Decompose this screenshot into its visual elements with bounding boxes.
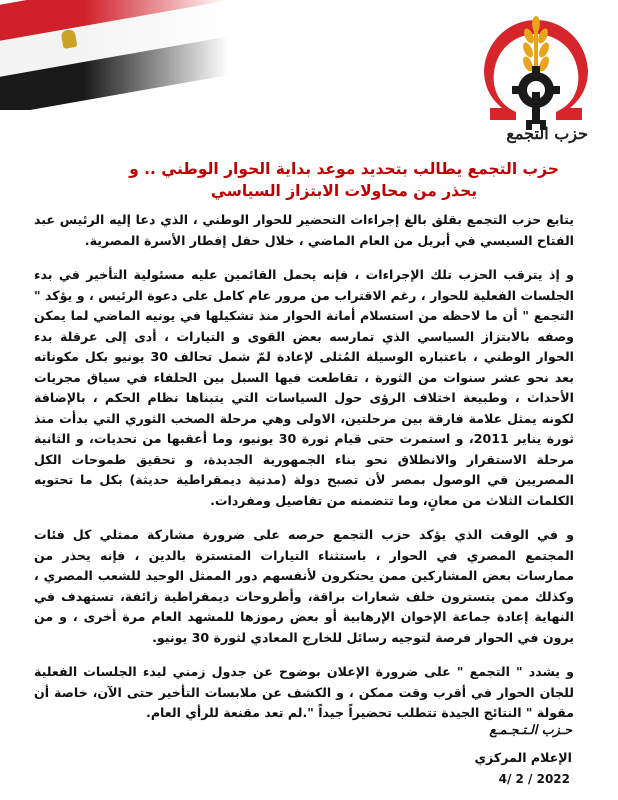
egypt-flag-icon xyxy=(0,0,240,110)
signature: حـزب الـتـجـمـع xyxy=(489,722,572,737)
statement-body xyxy=(34,210,574,738)
paragraph: و يشدد " التجمع " على ضرورة الإعلان بوضوح عن جدول زمني لبدء الجلسات الفعلية للجان الحوار في أقرب وقت ممكن ، و الكشف عن ملابسات التأخير حتى الآن، خاصة أن مقولة " النتائج الجيدة تتطلب تحضيراً جيداً ".لم تعد مقنعة للرأي العام. xyxy=(34,664,574,720)
paragraph: و في الوقت الذي يؤكد حزب التجمع حرصه على ضرورة مشاركة ممثلي كل فئات المجتمع المصري في الحوار ، باستثناء التيارات المتسترة بالدين ، فإنه يحذر من ممارسات بعض المشاركين ممن يحتكرون لأنفسهم دور الممثل الوحيد للشعب المصري ، وكذلك ممن يتسترون خلف شعارات براقة، وأطروحات ديمقراطية زائفة، تستهدف في النهاية إعادة جماعة الإخوان الإرهابية أو بعض رموزها للمشهد العام مرة أخرى ، و من يرون في الحوار فرصة لتوجيه رسائل للخارج المعادي لثورة 30 يونيو. xyxy=(34,527,574,645)
party-name: حزب التجمع xyxy=(506,124,588,143)
paragraph: يتابع حزب التجمع بقلق بالغ إجراءات التحضير للحوار الوطني ، الذي دعا إليه الرئيس عبد الفتاح السيسي في أبريل من العام الماضي ، خلال حفل إفطار الأسرة المصرية. xyxy=(34,212,574,248)
department: الإعلام المركزي xyxy=(474,750,572,765)
signature-block xyxy=(475,716,573,772)
paragraph: و إذ يترقب الحزب تلك الإجراءات ، فإنه يحمل القائمين عليه مسئولية التأخير في بدء الجلسات الفعلية للحوار ، رغم الاقتراب من مرور عام كامل على دعوة الرئيس ، و يؤكد " التجمع " أن ما لاحظه من استسلام أمانة الحوار منذ تشكيلها في يونيه الماضي لما يمكن وصفه بالابتزاز السياسي الذي تمارسه بعض القوى و التيارات ، أدى إلى عرقلة بدء الحوار الوطني ، باعتباره الوسيلة المُثلى لإعادة لمّ شمل تحالف 30 يونيو بكل مكوناته بعد نحو عشر سنوات من الثورة ، تقاطعت فيها السبل بين الحلفاء في سياق مجريات الأحداث ، وطبيعة اختلاف الرؤى حول السياسات التي يتبناها نظام الحكم ، بالإضافة لكونه يمثل علامة فارقة بين مرحلتين، الاولى وهي مرحلة الصخب الثوري التي بدأت منذ ثورة يناير 2011، و استمرت حتى قيام ثورة 30 يونيو، وما أعقبها من تحديات، و الثانية مرحلة الاستقرار والانطلاق نحو بناء الجمهورية الجديدة، و تحقيق طموحات الكل المصريين في الوصول بمصر لأن تصبح دولة (مدنية ديمقراطية حديثة) بكل ما تحتويه الكلمات الثلاث من معانٍ، وما تتضمنه من تفاصيل ومفردات. xyxy=(34,267,575,508)
page-title: حزب التجمع يطالب بتحديد موعد بداية الحوار الوطني .. و يحذر من محاولات الابتزاز السياسي xyxy=(129,160,559,200)
date: 4/ 2 / 2022 xyxy=(498,772,570,786)
